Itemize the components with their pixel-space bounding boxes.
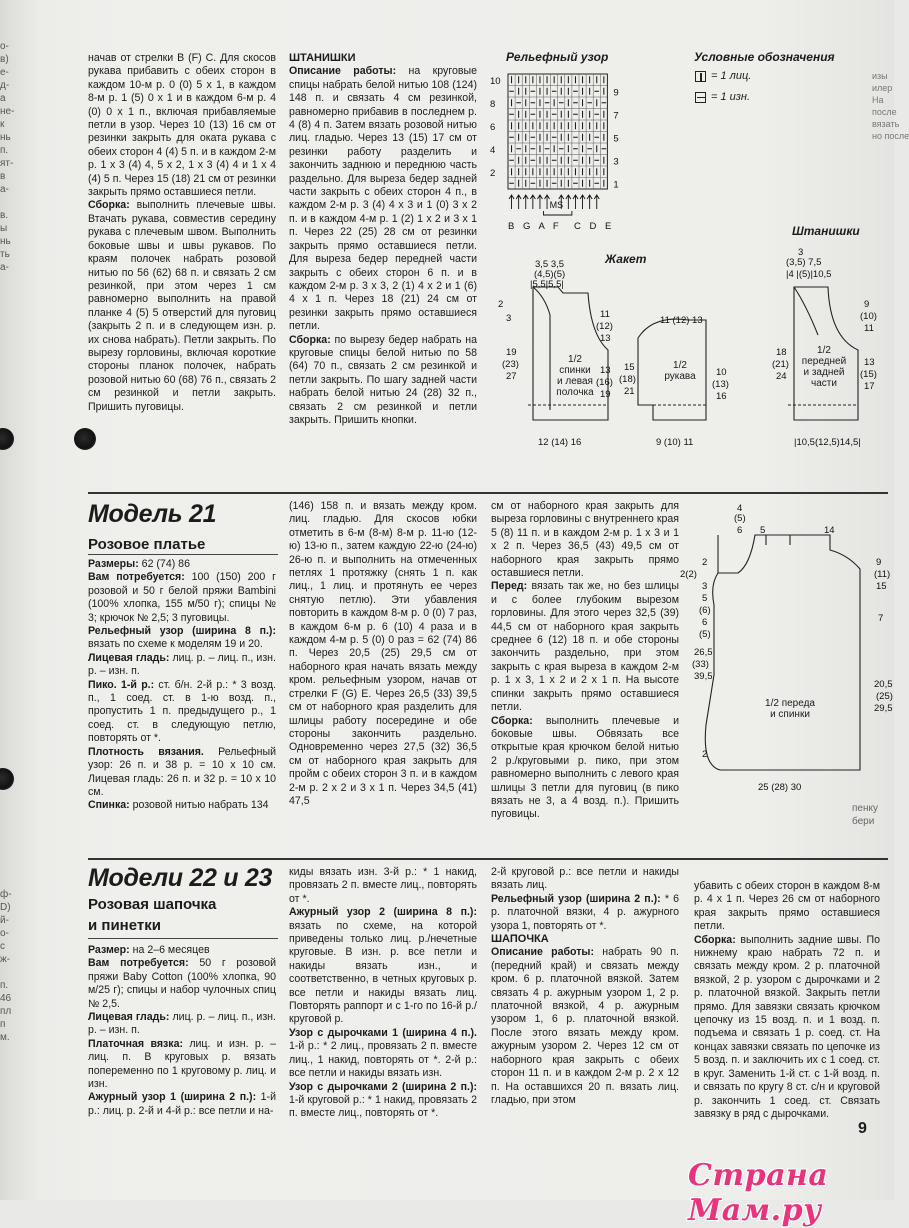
jacket-right-1: 11: [600, 309, 610, 320]
jacket-left-1: 19: [506, 347, 517, 358]
jacket-top-label-3: |5,5|5,5|: [530, 279, 564, 290]
dress-right-6: (25): [876, 691, 893, 702]
m22c2-1: Ажурный узор 2 (ширина 8 п.): вязать по схеме, на которой приведены только лиц. р./нечетные круговые. В изн. р. все петли и накиды вязать изн., и соответственно, в четных круговых р. все петли и накиды вязать лиц. Повторять раппорт и с 1-го по 16-й р./круговой р.: [289, 906, 477, 1026]
relief-pattern-chart: [486, 66, 626, 246]
model21-title: Модель 21: [88, 500, 217, 528]
dress-schematic: [680, 505, 894, 800]
relief-right-number: 9: [613, 87, 619, 99]
left-edge-bleed-text: о- в) е- д- а не- к нь п. ят- в а- в. ы нь ть а-: [0, 41, 15, 273]
sleeve-left-1: 15: [624, 362, 635, 373]
relief-right-number: 5: [613, 133, 619, 145]
relief-ms-label: MS: [549, 200, 564, 210]
relief-arrow: [573, 195, 578, 209]
dress-left-7: (5): [699, 629, 711, 640]
relief-right-number: 3: [613, 156, 619, 168]
dress-left-9: (33): [692, 659, 709, 670]
dress-right-1: 9: [876, 557, 882, 568]
model21-subtitle-rule: [88, 554, 278, 555]
dress-left-6: 6: [702, 617, 708, 628]
dress-right-4: 7: [878, 613, 884, 624]
dress-left-2: 2(2): [680, 569, 697, 580]
model21-subtitle: Розовое платье: [88, 536, 206, 553]
relief-right-number: 1: [613, 179, 619, 191]
pants-right-4: 13: [864, 357, 875, 368]
model22-column-4: [694, 880, 880, 1121]
left-edge-bleed-text-bottom: ф- D) й- о- с ж- п. 46 пл п м.: [0, 889, 12, 1043]
dress-top-3: 6: [737, 525, 743, 536]
relief-pattern-title: Рельефный узор: [506, 50, 609, 64]
top-column-1: [88, 52, 276, 414]
m22c3-3: Описание работы: набрать 90 п. (передний край) и связать между кром. 6 р. платочной вязкой. Затем связать 4 р. ажурным узором 1, 2 р. платочной вязкой, 4 р. ажурным узором 1, 6 р. платочной вязкой. После этого вязать между кром. ажурным узором 2. Через 12 см от наборного края закрыть с обеих сторон 11 п. и в каждом 2-м р. 2 х 12 п. На оставшихся 20 п. вязать лиц. гладью, при этом: [491, 946, 680, 1106]
m22c1-1: Вам потребуется: 50 г розовой пряжи Baby Cotton (100% хлопка, 90 м/25 г); спицы и набор чулочных спиц № 2,5.: [88, 957, 276, 1010]
pants-left-3: 24: [776, 371, 787, 382]
jacket-left-2: (23): [502, 359, 519, 370]
binding-hole-left-2: [0, 768, 14, 790]
m22c2-2: Узор с дырочками 1 (ширина 4 п.). 1-й р.: * 2 лиц., провязать 2 п. вместе лиц., 1 накид, повторять от *. 2-й р.: все петли и накиды вязать изн.: [289, 1026, 477, 1080]
pants-right-5: (15): [860, 369, 877, 380]
legend-title: Условные обозначения: [694, 50, 835, 64]
m22c3-1: Рельефный узор (ширина 2 п.): * 6 р. платочной вязки, 4 р. ажурного узора 1, повторять от *.: [491, 892, 679, 932]
sleeve-left-3: 21: [624, 386, 635, 397]
jacket-right-4: 13: [600, 365, 611, 376]
model22-subtitle-1: Розовая шапочка: [88, 896, 217, 913]
jacket-left-small-2: 3: [506, 313, 512, 324]
jacket-title: Жакет: [605, 252, 647, 266]
relief-arrow: [509, 195, 514, 209]
jacket-left-3: 27: [506, 371, 517, 382]
model21-top-rule: [88, 492, 888, 494]
pants-left-1: 18: [776, 347, 787, 358]
dress-right-3: 15: [876, 581, 887, 592]
dress-left-8: 26,5: [694, 647, 713, 658]
relief-bottom-left-labels: B G A F: [508, 221, 562, 232]
sleeve-top-label: 11 (12) 13: [660, 315, 703, 326]
top-col1-para-0: начав от стрелки В (F) С. Для скосов рукава прибавить с обеих сторон в каждом 10-м р. 0 (0) 5 х 1, в каждом 8-м р. 1 (5) 0 х 1 и в каждом 6-м р. 4 (0) 0 х 1 п., включая прибавляемые петли в узор. Через 10 (13) 16 см от резинки закрыть для оката рукава с обеих сторон 4 (4) 5 п. и в каждом 2-м р. 1 х 3 (4) 4, 5 х 2, 1 х 3 (4) 4 и 1 х 4 (4) 5 п. Через 15 (18) 21 см от резинки закрыть прямо оставшиеся петли.: [88, 52, 276, 199]
dress-left-1: 2: [702, 557, 708, 568]
m22c1-2: Лицевая гладь: лиц. р. – лиц. п., изн. р. – изн. п.: [88, 1011, 276, 1037]
page-number: 9: [858, 1120, 867, 1137]
dress-left-10: 39,5: [694, 671, 713, 682]
m21c3-0: см от наборного края закрыть для выреза горловины с внутреннего края 5 (8) 11 п. и в каждом 2-м р. 1 х 3 и 1 х 2 п. Через 36,5 (43) 49,5 см от наборного края закрыть прямо оставшиеся петли.: [491, 500, 679, 580]
relief-arrow: [587, 195, 592, 209]
relief-arrow: [594, 195, 599, 209]
binding-hole-top: [74, 428, 96, 450]
relief-arrow: [537, 195, 542, 209]
relief-bottom-right-labels: C D E: [574, 221, 615, 232]
relief-repeat-bracket: [544, 211, 572, 215]
model22-top-rule: [88, 858, 888, 860]
jacket-right-3: 13: [600, 333, 611, 344]
knit-stitch-icon: [695, 71, 706, 82]
binding-hole-left-1: [0, 428, 14, 450]
relief-arrow: [530, 195, 535, 209]
site-watermark: Страна Мам.ру: [688, 1158, 829, 1228]
m21c1-0: Размеры: 62 (74) 86: [88, 558, 190, 570]
m21c1-4: Пико. 1-й р.: ст. б/н. 2-й р.: * 3 возд. п., 1 соед. ст. в 1-ю возд. п., пропустить 1 п. предыдущего р., 1 соед. ст. в следующую петлю, повторять от *.: [88, 678, 276, 745]
pants-heading: ШТАНИШКИ: [289, 52, 356, 64]
m22c1-4: Ажурный узор 1 (ширина 2 п.): 1-й р.: лиц. р. 2-й и 4-й р.: все петли и на-: [88, 1091, 276, 1117]
model22-title: Модели 22 и 23: [88, 864, 273, 892]
m22c2-0: киды вязать изн. 3-й р.: * 1 накид, провязать 2 п. вместе лиц., повторять от *.: [289, 866, 477, 905]
model21-column-2: [289, 500, 477, 808]
sleeve-right-2: (13): [712, 379, 729, 390]
model21-column-1: [88, 558, 276, 813]
jacket-body-label: 1/2 спинки и левая полочка: [556, 354, 594, 398]
pants-top-label: 3: [798, 247, 804, 258]
relief-left-number: 10: [490, 75, 501, 87]
relief-left-number: 2: [490, 167, 496, 179]
sleeve-body-label: 1/2 рукава: [664, 360, 696, 382]
purl-stitch-icon: [695, 92, 706, 103]
pants-top-label-3: |4 |(5)|10,5: [786, 269, 832, 280]
top-col2-para-1: Сборка: по вырезу бедер набрать на круговые спицы белой нитью по 58 (64) 70 п., связать 2 см резинкой и петли закрыть. По шагу задней части набрать белой нитью 24 (28) 32 п., связать 2 см резинкой и петли закрыть. Пришить кнопки.: [289, 333, 477, 426]
dress-left-11: 2: [702, 749, 708, 760]
relief-arrow: [516, 195, 521, 209]
model21-column-3: [491, 500, 679, 822]
pants-right-6: 17: [864, 381, 875, 392]
model22-column-2: [289, 866, 477, 1121]
legend-knit: = 1 лиц.: [695, 70, 751, 82]
pants-bottom-label: |10,5(12,5)14,5|: [794, 437, 861, 448]
sleeve-left-2: (18): [619, 374, 636, 385]
sleeve-right-1: 10: [716, 367, 727, 378]
jacket-right-6: 19: [600, 389, 611, 400]
dress-left-5: (6): [699, 605, 711, 616]
dress-body-label: 1/2 переда и спинки: [765, 698, 815, 720]
m21c1-2: Рельефный узор (ширина 8 п.): вязать по схеме к моделям 19 и 20.: [88, 625, 276, 651]
pants-right-2: (10): [860, 311, 877, 322]
m21c2-0: (146) 158 п. и вязать между кром. лиц. гладью. Для скосов юбки отметить в 6-м (8-м) 8-м р. 11-ю (12-ю) 13-ю п., затем каждую 22-ю (24-ю) 26-ю п. и выполнить на отмеченных петлях 1 протяжку (снять 1 п. как лиц., 1 лиц. и протянуть ее через снятую петлю). Эти убавления повторить в каждом 8-м р. 0 (0) 7 раз, в каждом 6-м р. 6 (10) 4 раза и в каждом 4-м р. 5 (0) 0 раз = 62 (74) 86 п. Через 20,5 (25) 29,5 см от наборного края начать вязать между кром. рельефным узором, начав от стрелки F (G) Е. Через 26,5 (33) 39,5 см от наборного края разделить для шлицы работу посередине и обе стороны закончить раздельно. Одновременно через 27,5 (32) 36,5 см от наборного края закрыть для пройм с обеих сторон 3 п. и в каждом 2-м р. 2 х 2 и 3 х 1 п. Через 34,5 (41) 47,5: [289, 500, 477, 807]
pants-right-3: 11: [864, 323, 874, 334]
dress-top-2: (5): [734, 513, 746, 524]
legend-purl: = 1 изн.: [695, 91, 750, 103]
relief-left-number: 6: [490, 121, 496, 133]
top-column-2: [289, 52, 477, 427]
pants-top-label-2: (3,5) 7,5: [786, 257, 822, 268]
m21c1-3: Лицевая гладь: лиц. р. – лиц. п., изн. р. – изн. п.: [88, 651, 276, 678]
dress-right-7: 29,5: [874, 703, 893, 714]
m22c2-3: Узор с дырочками 2 (ширина 2 п.): 1-й круговой р.: * 1 накид, провязать 2 п. вместе лиц., повторять от *.: [289, 1080, 477, 1120]
dress-right-5: 20,5: [874, 679, 893, 690]
m22c1-0: Размер: на 2–6 месяцев: [88, 944, 210, 956]
dress-left-4: 5: [702, 593, 708, 604]
relief-left-number: 4: [490, 144, 496, 156]
jacket-top-label: 3,5 3,5: [535, 259, 565, 270]
sleeve-bottom-label: 9 (10) 11: [656, 437, 694, 448]
pants-left-2: (21): [772, 359, 789, 370]
right-edge-bleed-m21: пенку бери: [852, 803, 878, 827]
pants-title: Штанишки: [792, 224, 860, 238]
relief-arrow: [523, 195, 528, 209]
m21c1-5: Плотность вязания. Рельефный узор: 26 п. и 38 р. = 10 х 10 см. Лицевая гладь: 26 п. и 32 р. = 10 х 10 см.: [88, 745, 276, 798]
relief-arrow: [580, 195, 585, 209]
relief-right-number: 7: [613, 110, 619, 122]
m21c3-1: Перед: вязать так же, но без шлицы и с более глубоким вырезом горловины. Для этого через 32,5 (39) 44,5 см от наборного края закрыть среднее 6 (12) 18 п. и обе стороны закончить раздельно, при этом закрыть с края выреза в каждом 2-м р. 1 х 3, 1 х 2 и 2 х 1 п. На высоте спинки закрыть прямо оставшиеся петли.: [491, 580, 679, 714]
top-col1-para-1: Сборка: выполнить плечевые швы. Втачать рукава, совместив середину рукава с плечевым швом. Выполнить боковые швы и швы рукавов. По краям полочек набрать розовой нитью по 56 (62) 68 п. и связать 2 см резинкой, при этом через 1 см равномерно выполнить на правой планке 4 (5) 5 отверстий для пуговиц (закрыть 2 п. и в следующем изн. р. их снова набрать). Петли закрыть. По вырезу горловины, включая короткие стороны планок полочек, набрать розовой нитью 60 (68) 76 п., связать 2 см резинкой и петли закрыть. Пришить пуговицы.: [88, 199, 276, 413]
right-edge-bleed-top: изы илер На после вязать но после: [872, 71, 909, 141]
model22-subtitle-rule: [88, 938, 278, 939]
m21c1-1: Вам потребуется: 100 (150) 200 г розовой и 50 г белой пряжи Bambini (100% хлопка, 155 м/50 г); спицы № 3; крючок № 2,5; 3 пуговицы.: [88, 571, 276, 624]
relief-arrow: [566, 195, 571, 209]
jacket-top-label-2: (4,5)(5): [534, 269, 566, 280]
relief-left-number: 8: [490, 98, 496, 110]
hat-heading: ШАПОЧКА: [491, 933, 549, 946]
pants-right-1: 9: [864, 299, 870, 310]
jacket-right-5: (16): [596, 377, 613, 388]
m22c3-0: 2-й круговой р.: все петли и накиды вязать лиц.: [491, 866, 679, 892]
model22-column-3: [491, 866, 679, 1107]
m22c4-1: Сборка: выполнить задние швы. По нижнему краю набрать 72 п. и связать между кром. 2 р. платочной вязкой, 2 р. узором с дырочками и 2 р. платочной вязкой. Закрыть петли прямо. Для завязки связать крючком цепочку из 15 возд. п. и 1 возд. п. подъема и связать 1 р. соед. ст. На концах завязки связать по цепочке из 5 возд. п. и заключить их с 1 соед. ст. в круг. Заменить 1-й ст. с 1-й возд. п. и связать по кругу 8 ст. с/н и круговой р. закончить 1 соед. ст. Связать завязку в ряд с дырочками.: [694, 933, 880, 1120]
m21c3-2: Сборка: выполнить плечевые и боковые швы. Обвязать все открытые края крючком белой нитью 2 р./круговыми р. пико, при этом равномерно выполнить с левого края шлицы 3 петли для пуговиц (в пико вязать не 3, а 4 возд. п.). Пришить пуговицы.: [491, 714, 679, 821]
sleeve-right-3: 16: [716, 391, 727, 402]
dress-bottom-label: 25 (28) 30: [758, 782, 802, 793]
model22-subtitle-2: и пинетки: [88, 917, 161, 934]
model22-column-1: [88, 944, 276, 1118]
jacket-bottom-label: 12 (14) 16: [538, 437, 582, 448]
pants-body-label: 1/2 передней и задней части: [801, 345, 847, 389]
dress-right-2: (11): [874, 569, 891, 580]
jacket-right-2: (12): [596, 321, 613, 332]
top-col2-para-0: Описание работы: на круговые спицы набрать белой нитью 108 (124) 148 п. и связать 4 см резинкой, равномерно прибавив в последнем р. 4 (8) 4 п. Затем вязать розовой нитью лиц. гладью. Через 13 (15) 17 см от резинки работу разделить и закончить заднюю и переднюю часть раздельно. Для выреза бедер задней части закрыть с обеих сторон 4 п., в каждом 2-м р. 3 (4) 4 х 3 и 1 (0) 3 х 2 п. и в каждом 4-м р. 1 (2) 1 х 2 и 3 х 1 п. Через 22 (25) 28 см от резинки закрыть прямо оставшиеся петли. Для выреза бедер передней части закрыть с обеих сторон 6 п. и в каждом 2-м р. 3 х 3, 2 (1) 4 х 2 и 1 (6) 4 х 1 п. Через 18 (21) 24 см от резинки закрыть прямо оставшиеся петли.: [289, 65, 477, 333]
dress-top-4: 5: [760, 525, 766, 536]
jacket-left-small-1: 2: [498, 299, 504, 310]
dress-left-3: 3: [702, 581, 708, 592]
dress-top-right: 14: [824, 525, 835, 536]
dress-top-1: 4: [737, 503, 743, 514]
m22c4-0: убавить с обеих сторон в каждом 8-м р. 4 х 1 п. Через 26 см от наборного края закрыть прямо оставшиеся петли.: [694, 880, 880, 933]
m22c1-3: Платочная вязка: лиц. и изн. р. – лиц. п. В круговых р. вязать попеременно по 1 круговому р. лиц. и изн.: [88, 1037, 276, 1091]
m21c1-6: Спинка: розовой нитью набрать 134: [88, 799, 269, 812]
